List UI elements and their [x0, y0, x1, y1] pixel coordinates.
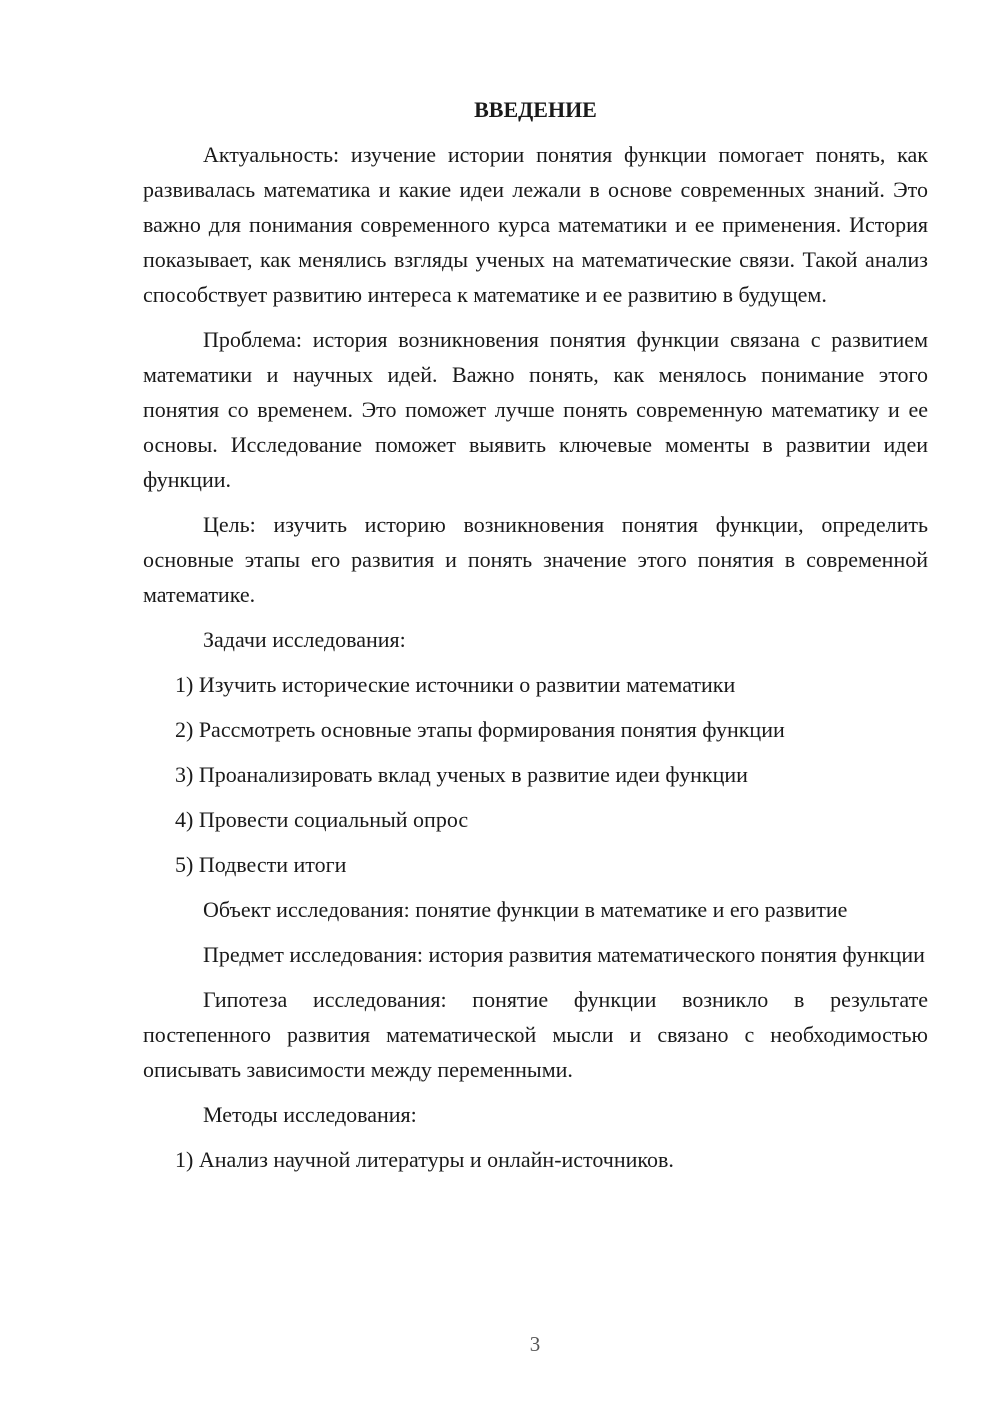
page-number: 3	[529, 1332, 541, 1356]
object-paragraph: Объект исследования: понятие функции в математике и его развитие	[203, 897, 848, 922]
task-item: 3) Проанализировать вклад ученых в развитие идеи функции	[175, 762, 748, 787]
task-item: 1) Изучить исторические источники о развитии математики	[175, 672, 736, 697]
task-item: 5) Подвести итоги	[175, 852, 347, 877]
task-item: 4) Провести социальный опрос	[175, 807, 469, 832]
methods-heading: Методы исследования:	[203, 1102, 417, 1127]
hypothesis-paragraph: Гипотеза исследования: понятие функции возникло в результате постепенного развития математической мысли и связано с необходимостью описывать зависимости между переменными.	[143, 987, 928, 1082]
relevance-paragraph: Актуальность: изучение истории понятия функции помогает понять, как развивалась математика и какие идеи лежали в основе современных знаний. Это важно для понимания современного курса математики и ее применения. История показывает, как менялись взгляды ученых на математические связи. Такой анализ способствует развитию интереса к математике и ее развитию в будущем.	[143, 142, 928, 307]
section-title: ВВЕДЕНИЕ	[474, 97, 597, 122]
subject-paragraph: Предмет исследования: история развития математического понятия функции	[203, 942, 925, 967]
problem-paragraph: Проблема: история возникновения понятия функции связана с развитием математики и научных идей. Важно понять, как менялось понимание этого понятия со временем. Это поможет лучше понять современную математику и ее основы. Исследование поможет выявить ключевые моменты в развитии идеи функции.	[143, 327, 928, 492]
document-page	[143, 92, 928, 1187]
methods-list	[143, 1142, 928, 1177]
task-item: 2) Рассмотреть основные этапы формирования понятия функции	[175, 717, 785, 742]
method-item: 1) Анализ научной литературы и онлайн-источников.	[175, 1147, 674, 1172]
tasks-heading: Задачи исследования:	[203, 627, 406, 652]
tasks-list	[143, 667, 928, 882]
goal-paragraph: Цель: изучить историю возникновения понятия функции, определить основные этапы его развития и понять значение этого понятия в современной математике.	[143, 512, 928, 607]
